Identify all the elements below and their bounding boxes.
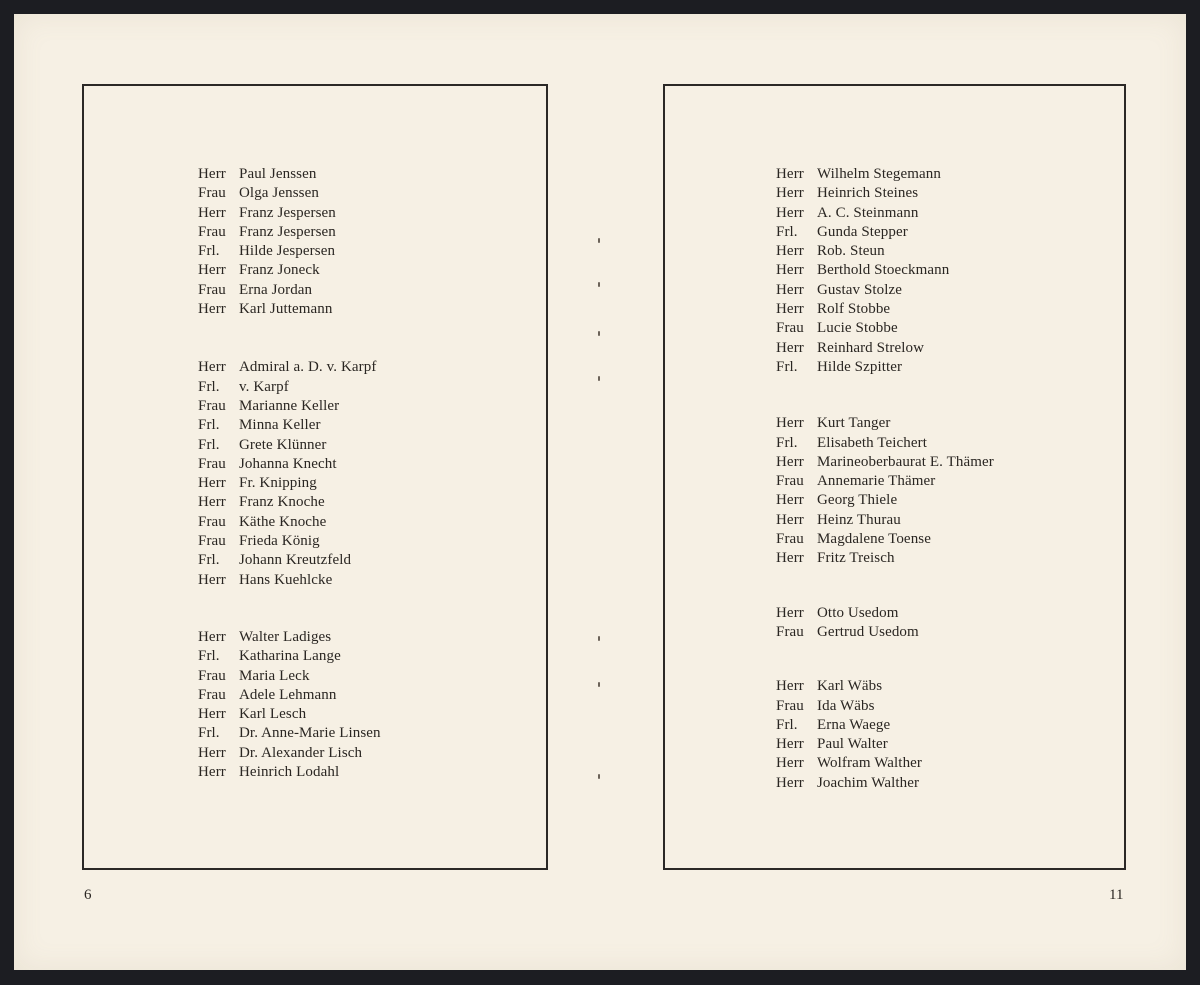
list-item (198, 184, 381, 203)
person-name: Frieda König (239, 533, 320, 550)
honorific: Herr (776, 339, 804, 356)
honorific: Frl. (198, 648, 220, 665)
person-name: Franz Joneck (239, 262, 320, 279)
honorific: Herr (776, 604, 804, 621)
list-item (198, 474, 381, 493)
person-name: Karl Lesch (239, 706, 307, 723)
name-group (198, 358, 381, 590)
person-name: Käthe Knoche (239, 513, 327, 530)
list-item (776, 300, 994, 319)
list-item (198, 571, 381, 590)
person-name: Gunda Stepper (817, 223, 908, 240)
person-name: Heinrich Steines (817, 185, 919, 202)
honorific: Herr (776, 262, 804, 279)
honorific: Frau (198, 533, 226, 550)
honorific: Herr (776, 204, 804, 221)
honorific: Herr (198, 571, 226, 588)
person-name: Otto Usedom (817, 604, 899, 621)
person-name: Kurt Tanger (817, 415, 891, 432)
list-item (198, 223, 381, 242)
list-item (776, 754, 994, 773)
list-item (776, 261, 994, 280)
person-name: Johann Kreutzfeld (239, 552, 352, 569)
person-name: Gustav Stolze (817, 281, 903, 298)
staple-speck (598, 682, 600, 687)
list-item (776, 735, 994, 754)
honorific: Herr (776, 301, 804, 318)
list-item (776, 697, 994, 716)
list-item (776, 281, 994, 300)
list-item (776, 358, 994, 377)
honorific: Herr (776, 736, 804, 753)
list-item (776, 223, 994, 242)
honorific: Herr (198, 494, 226, 511)
staple-speck (598, 282, 600, 287)
person-name: Admiral a. D. v. Karpf (239, 359, 377, 376)
person-name: Fr. Knipping (239, 475, 317, 492)
person-name: Paul Walter (817, 736, 888, 753)
honorific: Frau (776, 697, 804, 714)
honorific: Herr (198, 166, 226, 182)
list-item (776, 530, 994, 549)
honorific: Frau (776, 320, 804, 337)
honorific: Frau (198, 223, 226, 240)
left-name-list (198, 165, 381, 818)
list-item (198, 705, 381, 724)
person-name: Gertrud Usedom (817, 623, 919, 640)
person-name: Hilde Szpitter (817, 358, 903, 375)
list-item (776, 319, 994, 338)
person-name: Fritz Treisch (817, 550, 895, 567)
honorific: Frau (198, 455, 226, 472)
person-name: Marianne Keller (239, 397, 340, 414)
honorific: Frau (198, 513, 226, 530)
name-group (776, 414, 994, 568)
list-item (198, 532, 381, 551)
name-group (776, 677, 994, 793)
name-group (776, 604, 994, 643)
person-name: Erna Jordan (239, 281, 313, 298)
name-group (198, 628, 381, 782)
honorific: Herr (198, 628, 226, 645)
person-name: Marineoberbaurat E. Thämer (817, 453, 994, 470)
staple-speck (598, 331, 600, 336)
list-item (776, 716, 994, 735)
honorific: Herr (198, 764, 226, 781)
list-item (776, 604, 994, 623)
list-item (776, 623, 994, 642)
person-name: Karl Juttemann (239, 301, 333, 318)
honorific: Frl. (776, 434, 798, 451)
person-name: Franz Jespersen (239, 204, 336, 221)
staple-speck (598, 376, 600, 381)
list-item (776, 491, 994, 510)
list-item (776, 511, 994, 530)
honorific: Frau (776, 473, 804, 490)
honorific: Herr (776, 415, 804, 432)
list-item (776, 165, 994, 184)
person-name: Karl Wäbs (817, 678, 883, 695)
list-item (776, 453, 994, 472)
honorific: Herr (198, 706, 226, 723)
person-name: Franz Jespersen (239, 223, 336, 240)
honorific: Herr (776, 755, 804, 772)
list-item (776, 472, 994, 491)
list-item (198, 724, 381, 743)
person-name: Elisabeth Teichert (817, 434, 928, 451)
list-item (776, 184, 994, 203)
honorific: Frl. (198, 725, 220, 742)
honorific: Frau (198, 667, 226, 684)
list-item (198, 686, 381, 705)
list-item (776, 677, 994, 696)
left-page-frame (82, 84, 548, 870)
staple-speck (598, 636, 600, 641)
honorific: Herr (776, 511, 804, 528)
list-item (198, 378, 381, 397)
person-name: Reinhard Strelow (817, 339, 924, 356)
honorific: Herr (776, 492, 804, 509)
list-item (198, 416, 381, 435)
honorific: Herr (198, 359, 226, 376)
honorific: Herr (776, 166, 804, 182)
honorific: Frl. (198, 243, 220, 260)
list-item (776, 204, 994, 223)
right-page-number: 11 (1109, 887, 1124, 903)
right-name-list (776, 165, 994, 829)
honorific: Herr (776, 774, 804, 791)
left-page-number: 6 (84, 887, 92, 903)
list-item (198, 165, 381, 184)
honorific: Herr (776, 185, 804, 202)
honorific: Frau (198, 397, 226, 414)
list-item (776, 339, 994, 358)
person-name: Adele Lehmann (239, 686, 337, 703)
honorific: Frau (198, 281, 226, 298)
person-name: Wolfram Walther (817, 755, 923, 772)
honorific: Frau (198, 686, 226, 703)
person-name: Johanna Knecht (239, 455, 337, 472)
person-name: Lucie Stobbe (817, 320, 898, 337)
honorific: Herr (198, 475, 226, 492)
honorific: Herr (198, 262, 226, 279)
person-name: Rolf Stobbe (817, 301, 891, 318)
list-item (776, 774, 994, 793)
name-group (776, 165, 994, 377)
list-item (198, 455, 381, 474)
right-page-frame (663, 84, 1126, 870)
list-item (776, 414, 994, 433)
list-item (198, 397, 381, 416)
honorific: Frl. (776, 358, 798, 375)
person-name: Franz Knoche (239, 494, 325, 511)
person-name: Walter Ladiges (239, 628, 332, 645)
person-name: Dr. Alexander Lisch (239, 744, 363, 761)
person-name: Dr. Anne-Marie Linsen (239, 725, 381, 742)
list-item (198, 513, 381, 532)
honorific: Frl. (198, 378, 220, 395)
honorific: Herr (198, 204, 226, 221)
list-item (198, 261, 381, 280)
person-name: Olga Jenssen (239, 185, 319, 202)
honorific: Frl. (776, 223, 798, 240)
list-item (198, 763, 381, 782)
list-item (198, 647, 381, 666)
honorific: Herr (198, 744, 226, 761)
honorific: Frau (198, 185, 226, 202)
person-name: Erna Waege (817, 716, 891, 733)
honorific: Frl. (198, 436, 220, 453)
person-name: Hans Kuehlcke (239, 571, 333, 588)
person-name: Hilde Jespersen (239, 243, 336, 260)
honorific: Frl. (198, 417, 220, 434)
person-name: A. C. Steinmann (817, 204, 919, 221)
person-name: Georg Thiele (817, 492, 898, 509)
honorific: Herr (776, 281, 804, 298)
person-name: v. Karpf (239, 378, 289, 395)
honorific: Frl. (776, 716, 798, 733)
person-name: Joachim Walther (817, 774, 920, 791)
honorific: Herr (198, 301, 226, 318)
list-item (198, 436, 381, 455)
binding-fold (598, 14, 602, 970)
person-name: Berthold Stoeckmann (817, 262, 950, 279)
list-item (198, 242, 381, 261)
list-item (198, 667, 381, 686)
person-name: Rob. Steun (817, 243, 885, 260)
list-item (198, 744, 381, 763)
honorific: Herr (776, 678, 804, 695)
person-name: Magdalene Toense (817, 531, 931, 548)
list-item (776, 434, 994, 453)
person-name: Katharina Lange (239, 648, 341, 665)
honorific: Herr (776, 550, 804, 567)
person-name: Heinrich Lodahl (239, 764, 340, 781)
honorific: Herr (776, 453, 804, 470)
person-name: Ida Wäbs (817, 697, 875, 714)
person-name: Heinz Thurau (817, 511, 901, 528)
list-item (776, 242, 994, 261)
person-name: Maria Leck (239, 667, 310, 684)
list-item (776, 549, 994, 568)
person-name: Minna Keller (239, 417, 321, 434)
booklet-spread (14, 14, 1186, 970)
person-name: Grete Klünner (239, 436, 327, 453)
person-name: Wilhelm Stegemann (817, 166, 941, 182)
honorific: Frau (776, 531, 804, 548)
list-item (198, 493, 381, 512)
list-item (198, 551, 381, 570)
list-item (198, 300, 381, 319)
name-group (198, 165, 381, 319)
staple-speck (598, 238, 600, 243)
person-name: Annemarie Thämer (817, 473, 936, 490)
list-item (198, 628, 381, 647)
person-name: Paul Jenssen (239, 166, 317, 182)
list-item (198, 358, 381, 377)
staple-speck (598, 774, 600, 779)
honorific: Frl. (198, 552, 220, 569)
list-item (198, 281, 381, 300)
list-item (198, 204, 381, 223)
honorific: Frau (776, 623, 804, 640)
honorific: Herr (776, 243, 804, 260)
